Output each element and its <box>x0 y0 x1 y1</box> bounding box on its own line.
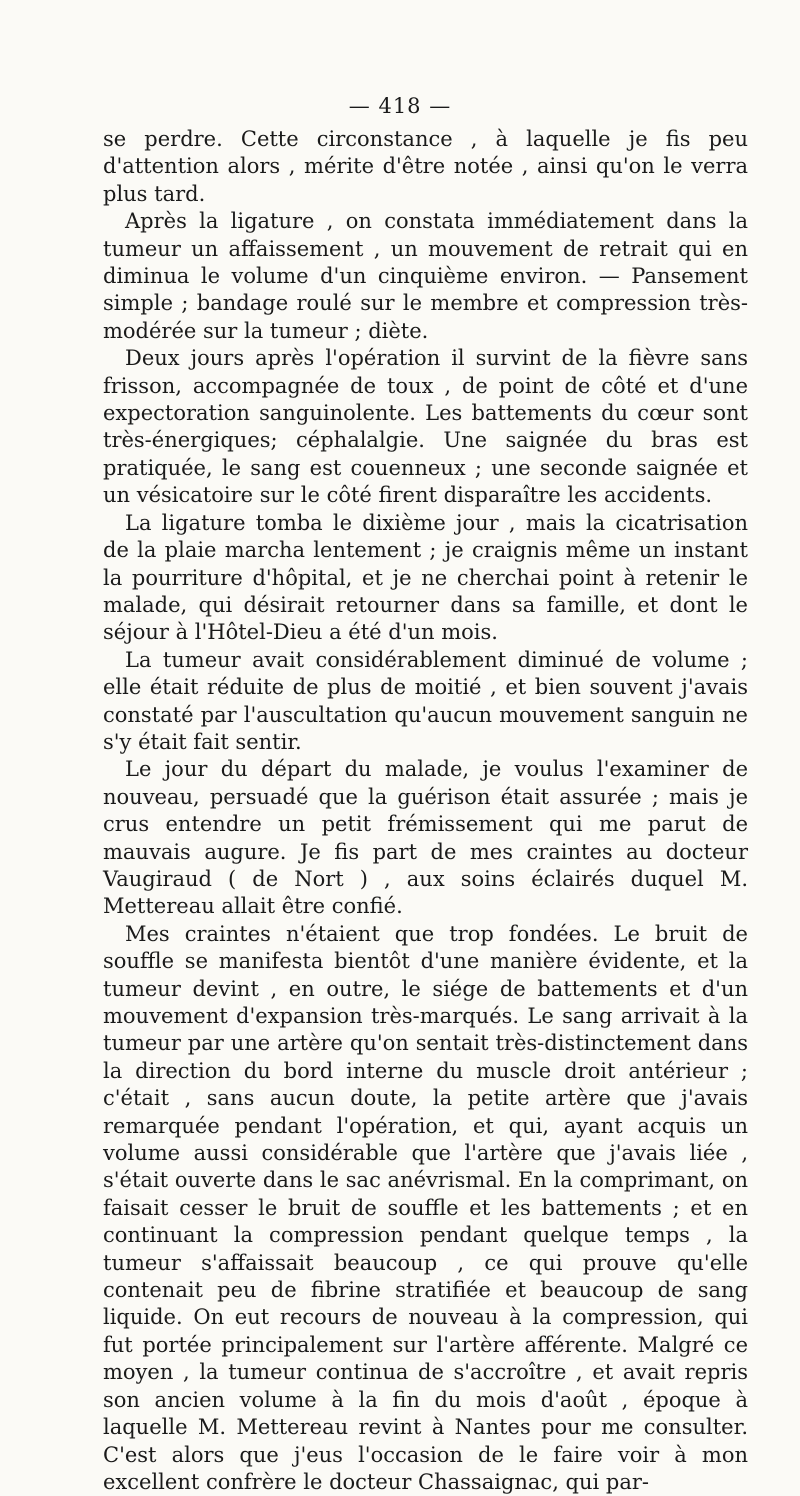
paragraph: Deux jours après l'opération il survint de la fièvre sans frisson, accompagnée de toux , de point de côté et d'une expectoration sanguinolente. Les battements du cœur sont très-énergiques; céphalalgie. Une saignée du bras est pratiquée, le sang est couenneux ; une seconde saignée et un vésicatoire sur le côté firent disparaître les accidents. <box>103 346 748 508</box>
paragraph: La ligature tomba le dixième jour , mais la cicatrisation de la plaie marcha lentement ; je craignis même un instant la pourriture d'hôpital, et je ne cherchai point à retenir le malade, qui désirait retourner dans sa famille, et dont le séjour à l'Hôtel-Dieu a été d'un mois. <box>103 510 748 645</box>
paragraph: Après la ligature , on constata immédiatement dans la tumeur un affaissement , un mouvement de retrait qui en diminua le volume d'un cinquième environ. — Pansement simple ; bandage roulé sur le membre et compression très-modérée sur la tumeur ; diète. <box>103 209 748 343</box>
paragraph: Le jour du départ du malade, je voulus l'examiner de nouveau, persuadé que la guérison était assurée ; mais je crus entendre un petit frémissement qui me parut de mauvais augure. Je fis part de mes craintes au docteur Vaugiraud ( de Nort ) , aux soins éclairés duquel M. Mettereau allait être confié. <box>103 757 748 919</box>
paragraph: La tumeur avait considérablement diminué de volume ; elle était réduite de plus de moitié , et bien souvent j'avais constaté par l'auscultation qu'aucun mouvement sanguin ne s'y était fait sentir. <box>103 647 748 754</box>
paragraph: Mes craintes n'étaient que trop fondées. Le bruit de souffle se manifesta bientôt d'une manière évidente, et la tumeur devint , en outre, le siége de battements et d'un mouvement d'expansion très-marqués. Le sang arrivait à la tumeur par une artère qu'on sentait très-distinctement dans la direction du bord interne du muscle droit antérieur ; c'était , sans aucun doute, la petite artère que j'avais remarquée pendant l'opération, et qui, ayant acquis un volume aussi considérable que l'artère que j'avais liée , s'était ouverte dans le sac anévrismal. En la comprimant, on faisait cesser le bruit de souffle et les battements ; et en continuant la compression pendant quelque temps , la tumeur s'affaissait beaucoup , ce qui prouve qu'elle contenait peu de fibrine stratifiée et beaucoup de sang liquide. On eut recours de nouveau à la compression, qui fut portée principalement sur l'artère afférente. Malgré ce moyen , la tumeur continua de s'accroître , et avait repris son ancien volume à la fin du mois d'août , époque à laquelle M. Mettereau revint à Nantes pour me consulter. C'est alors que j'eus l'occasion de le faire voir à mon excellent confrère le docteur Chassaignac, qui par- <box>103 921 748 1494</box>
page-number: — 418 — <box>348 94 452 118</box>
paragraph: se perdre. Cette circonstance , à laquelle je fis peu d'attention alors , mérite d'être notée , ainsi qu'on le verra plus tard. <box>103 127 748 206</box>
body-text <box>103 126 748 1496</box>
